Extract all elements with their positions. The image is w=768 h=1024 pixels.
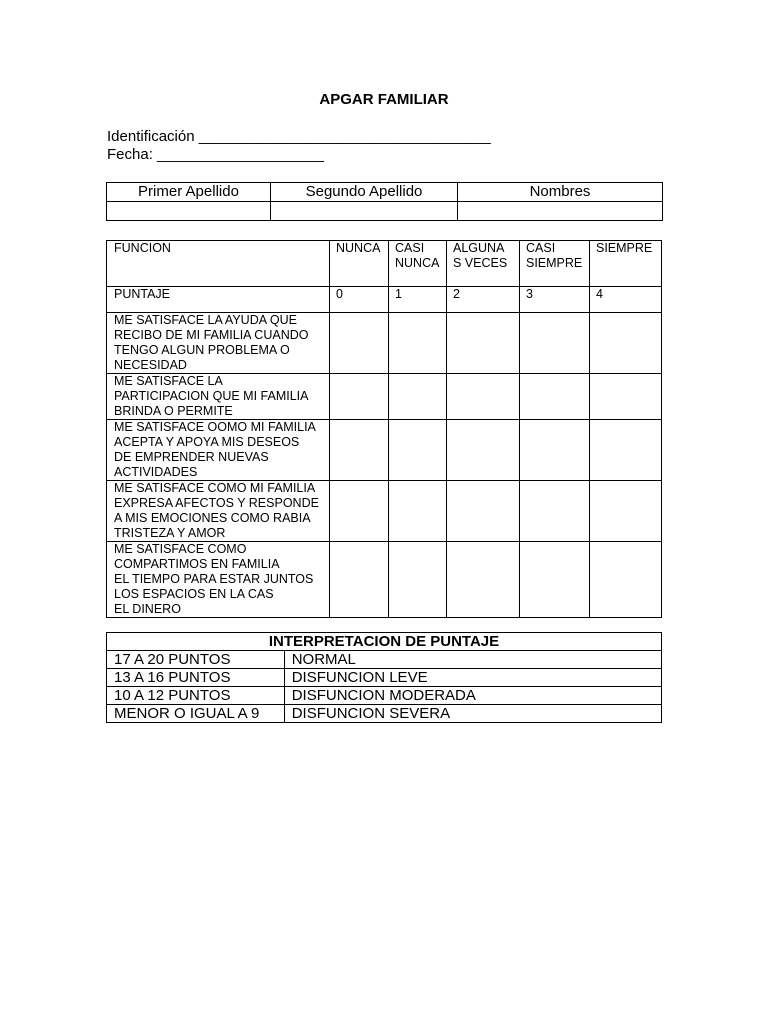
question-label: ME SATISFACE COMO COMPARTIMOS EN FAMILIA EL TIEMPO PARA ESTAR JUNTOS LOS ESPACIOS EN LA CAS EL DINERO <box>114 542 314 616</box>
question-text <box>107 481 330 542</box>
option-header-nunca: NUNCA <box>330 241 389 287</box>
score-range: 10 A 12 PUNTOS <box>107 687 285 705</box>
interpretation-title-row <box>107 633 662 651</box>
interpretation-title: INTERPRETACION DE PUNTAJE <box>107 633 662 651</box>
answer-cell[interactable] <box>330 420 389 481</box>
score-range: MENOR O IGUAL A 9 <box>107 705 285 723</box>
score-result: DISFUNCION LEVE <box>284 669 661 687</box>
score-label: PUNTAJE <box>107 287 330 313</box>
score-row <box>107 287 662 313</box>
answer-cell[interactable] <box>447 542 520 618</box>
date-line: Fecha: ____________________ <box>107 146 324 163</box>
question-label: ME SATISFACE OOMO MI FAMILIA ACEPTA Y APOYA MIS DESEOS DE EMPRENDER NUEVAS ACTIVIDADES <box>114 420 316 479</box>
answer-cell[interactable] <box>389 374 447 420</box>
answer-cell[interactable] <box>330 374 389 420</box>
answer-cell[interactable] <box>590 542 662 618</box>
question-label: ME SATISFACE LA AYUDA QUE RECIBO DE MI FAMILIA CUANDO TENGO ALGUN PROBLEMA O NECESIDAD <box>114 313 309 372</box>
question-row <box>107 481 662 542</box>
answer-cell[interactable] <box>389 542 447 618</box>
question-row <box>107 420 662 481</box>
interpretation-row <box>107 687 662 705</box>
first-surname-cell[interactable] <box>107 202 271 221</box>
score-value: 0 <box>330 287 389 313</box>
question-text <box>107 542 330 618</box>
option-header-siempre: SIEMPRE <box>590 241 662 287</box>
answer-cell[interactable] <box>447 481 520 542</box>
option-header-algunas-veces <box>447 241 520 287</box>
interpretation-table <box>106 632 662 723</box>
score-value: 2 <box>447 287 520 313</box>
second-surname-header: Segundo Apellido <box>271 183 458 202</box>
answer-cell[interactable] <box>447 374 520 420</box>
answer-cell[interactable] <box>590 313 662 374</box>
apgar-table <box>106 240 662 618</box>
question-text <box>107 374 330 420</box>
score-range: 13 A 16 PUNTOS <box>107 669 285 687</box>
answer-cell[interactable] <box>520 542 590 618</box>
question-label: ME SATISFACE LA PARTICIPACION QUE MI FAMILIA BRINDA O PERMITE <box>114 374 309 418</box>
names-entry-row <box>107 202 663 221</box>
option-label-casi-nunca: CASI NUNCA <box>395 241 440 270</box>
answer-cell[interactable] <box>520 481 590 542</box>
answer-cell[interactable] <box>389 313 447 374</box>
option-label-casi-siempre: CASI SIEMPRE <box>526 241 583 270</box>
score-range: 17 A 20 PUNTOS <box>107 651 285 669</box>
question-text <box>107 313 330 374</box>
question-label: ME SATISFACE COMO MI FAMILIA EXPRESA AFECTOS Y RESPONDE A MIS EMOCIONES COMO RABIA TRISTEZA Y AMOR <box>114 481 319 540</box>
interpretation-row <box>107 651 662 669</box>
names-header: Nombres <box>458 183 663 202</box>
first-surname-header: Primer Apellido <box>107 183 271 202</box>
answer-cell[interactable] <box>447 313 520 374</box>
score-value: 1 <box>389 287 447 313</box>
score-value: 3 <box>520 287 590 313</box>
answer-cell[interactable] <box>447 420 520 481</box>
apgar-header-row <box>107 241 662 287</box>
answer-cell[interactable] <box>520 313 590 374</box>
function-header: FUNCION <box>107 241 330 287</box>
question-text <box>107 420 330 481</box>
answer-cell[interactable] <box>590 420 662 481</box>
answer-cell[interactable] <box>330 313 389 374</box>
option-label-algunas-veces: ALGUNA S VECES <box>453 241 508 270</box>
answer-cell[interactable] <box>330 481 389 542</box>
score-result: DISFUNCION MODERADA <box>284 687 661 705</box>
answer-cell[interactable] <box>520 420 590 481</box>
option-header-casi-siempre <box>520 241 590 287</box>
answer-cell[interactable] <box>520 374 590 420</box>
answer-cell[interactable] <box>330 542 389 618</box>
answer-cell[interactable] <box>590 374 662 420</box>
names-table <box>106 182 663 221</box>
interpretation-row <box>107 669 662 687</box>
second-surname-cell[interactable] <box>271 202 458 221</box>
score-value: 4 <box>590 287 662 313</box>
answer-cell[interactable] <box>389 420 447 481</box>
identification-line: Identificación ___________________________________ <box>107 128 491 145</box>
score-result: NORMAL <box>284 651 661 669</box>
names-header-row <box>107 183 663 202</box>
interpretation-row <box>107 705 662 723</box>
answer-cell[interactable] <box>590 481 662 542</box>
question-row <box>107 313 662 374</box>
names-cell[interactable] <box>458 202 663 221</box>
option-header-casi-nunca <box>389 241 447 287</box>
document-title: APGAR FAMILIAR <box>319 91 449 108</box>
score-result: DISFUNCION SEVERA <box>284 705 661 723</box>
answer-cell[interactable] <box>389 481 447 542</box>
question-row <box>107 374 662 420</box>
question-row <box>107 542 662 618</box>
